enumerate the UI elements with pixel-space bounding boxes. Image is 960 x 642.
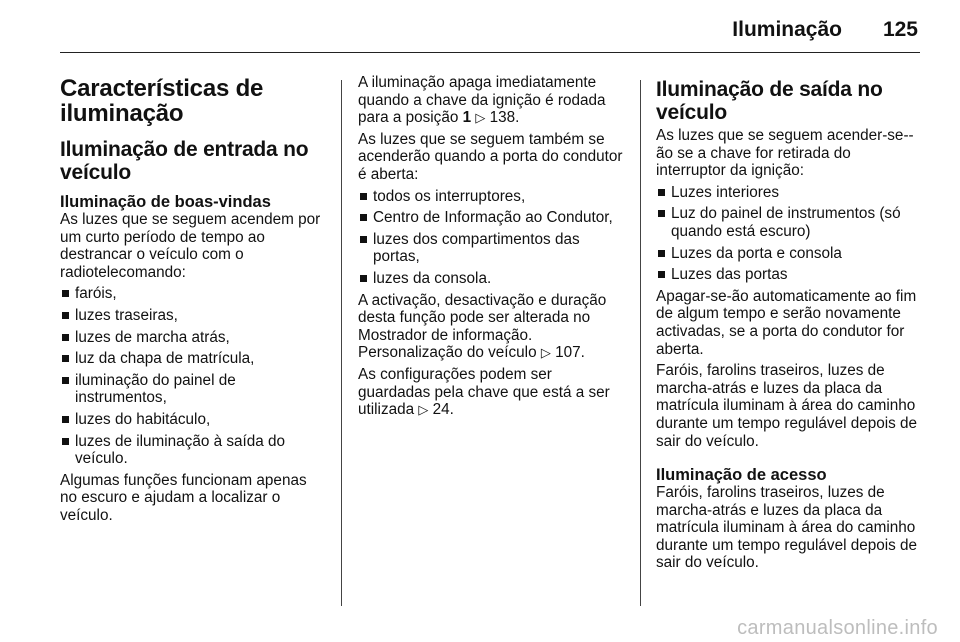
square-bullet-icon [658, 189, 665, 196]
watermark: carmanualsonline.info [737, 617, 938, 639]
list-item: luzes da consola. [358, 270, 624, 288]
list-item: luz da chapa de matrícula, [60, 350, 326, 368]
square-bullet-icon [62, 312, 69, 319]
list-item: todos os interruptores, [358, 188, 624, 206]
list-item: luzes traseiras, [60, 307, 326, 325]
reference-triangle-icon: ▷ [475, 110, 486, 126]
welcome-intro: As luzes que se seguem acendem por um curto período de tempo ao destrancar o veículo com o radiotelecomando: [60, 211, 321, 281]
list-item: iluminação do painel de instrumentos, [60, 372, 326, 407]
list-item: luzes de iluminação à saída do veículo. [60, 433, 326, 468]
welcome-outro: Algumas funções funcionam apenas no escuro e ajudam a localizar o veículo. [60, 471, 307, 524]
exit-lights-paragraph: Faróis, farolins traseiros, luzes de marcha-atrás e luzes da placa da matrícula iluminam à área do caminho durante um tempo regulável depois de sair do veículo. [656, 362, 918, 450]
welcome-list [60, 285, 326, 467]
list-item: luzes de marcha atrás, [60, 329, 326, 347]
square-bullet-icon [62, 334, 69, 341]
subsection-heading-exit: Iluminação de saída no veículo [656, 78, 883, 124]
settings-paragraph: As configurações podem ser guardadas pela chave que está a ser utilizada ▷ 24. [358, 365, 610, 419]
square-bullet-icon [658, 210, 665, 217]
square-bullet-icon [62, 438, 69, 445]
column-3 [656, 74, 924, 576]
reference-triangle-icon: ▷ [418, 402, 429, 418]
header-title: Iluminação [732, 18, 842, 41]
page-header [60, 14, 920, 53]
list-item: Luzes interiores [656, 184, 924, 202]
column-2 [358, 74, 624, 423]
ignition-position: 1 [462, 109, 472, 127]
list-item: Luzes da porta e consola [656, 245, 924, 263]
list-item: Luz do painel de instrumentos (só quando está escuro) [656, 205, 924, 240]
square-bullet-icon [62, 355, 69, 362]
list-item: Centro de Informação ao Condutor, [358, 209, 624, 227]
square-bullet-icon [62, 416, 69, 423]
square-bullet-icon [360, 214, 367, 221]
auto-off-paragraph: Apagar-se-ão automaticamente ao fim de algum tempo e serão novamente activadas, se a porta do condutor for aberta. [656, 287, 917, 358]
list-item: luzes do habitáculo, [60, 411, 326, 429]
page-reference[interactable]: 107. [555, 344, 585, 362]
page-reference[interactable]: 138. [489, 109, 520, 127]
activation-paragraph: A activação, desactivação e duração desta função pode ser alterada no Mostrador de informação. Personalização do veículo ▷ 107. [358, 291, 607, 362]
square-bullet-icon [62, 377, 69, 384]
list-item: Luzes das portas [656, 266, 924, 284]
page-reference[interactable]: 24. [432, 401, 454, 419]
door-open-list [358, 188, 624, 288]
column-1 [60, 74, 326, 529]
exit-list [656, 184, 924, 284]
exit-intro: As luzes que se seguem acender-se--ão se a chave for retirada do interruptor da ignição: [656, 127, 914, 180]
square-bullet-icon [62, 290, 69, 297]
square-bullet-icon [360, 193, 367, 200]
welcome-lighting-heading: Iluminação de boas-vindas [60, 193, 271, 211]
list-item: faróis, [60, 285, 326, 303]
page-number: 125 [882, 18, 918, 41]
access-lighting-heading: Iluminação de acesso [656, 466, 827, 485]
list-item: luzes dos compartimentos das portas, [358, 231, 624, 266]
section-heading: Características de iluminação [60, 75, 264, 127]
column-divider-right [640, 80, 641, 606]
reference-triangle-icon: ▷ [540, 345, 551, 361]
ignition-paragraph: A iluminação apaga imediatamente quando a chave da ignição é rodada para a posição 1 ▷ 138. [358, 74, 606, 127]
door-open-paragraph: As luzes que se seguem também se acenderão quando a porta do condutor é aberta: [358, 130, 623, 183]
square-bullet-icon [658, 271, 665, 278]
square-bullet-icon [658, 250, 665, 257]
subsection-heading-entry: Iluminação de entrada no veículo [60, 138, 309, 184]
access-lighting-paragraph: Faróis, farolins traseiros, luzes de marcha-atrás e luzes da placa da matrícula iluminam à área do caminho durante um tempo regulável depois de sair do veículo. [656, 484, 918, 572]
square-bullet-icon [360, 236, 367, 243]
square-bullet-icon [360, 275, 367, 282]
column-divider-left [341, 80, 342, 606]
